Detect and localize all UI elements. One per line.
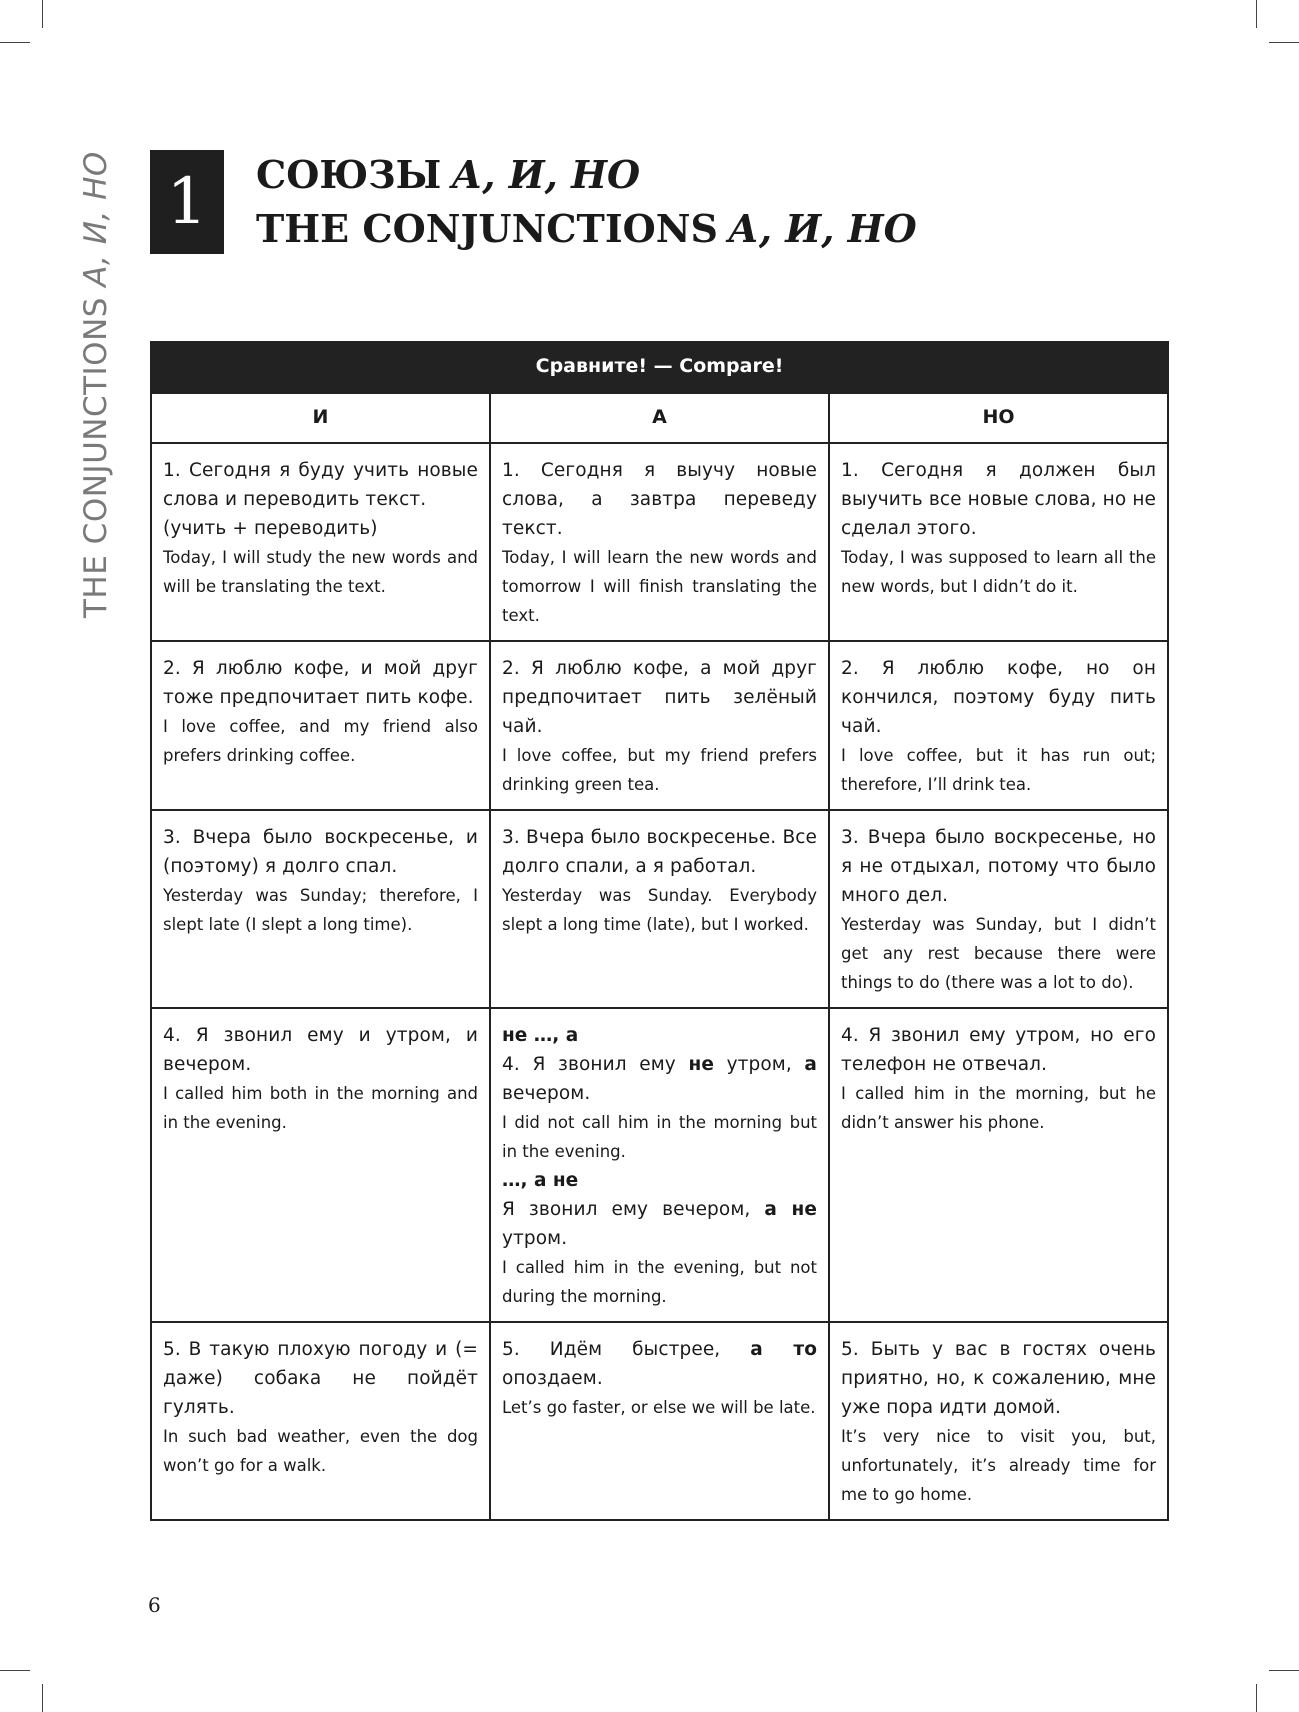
example-en: I called him both in the morning and in the evening. [163, 1084, 478, 1132]
example-en: I called him in the morning, but he didn’t answer his phone. [841, 1084, 1157, 1132]
heading-en-prefix: THE CONJUNCTIONS [256, 206, 718, 251]
chapter-number-box [150, 150, 224, 254]
example-en: I called him in the evening, but not during the morning. [502, 1258, 817, 1306]
crop-mark [1269, 42, 1299, 43]
example-ru: 1. Сегодня я буду учить новые слова и переводить текст. [163, 460, 478, 510]
example-ru: 3. Вчера было воскресенье. Все долго спали, а я работал. [502, 827, 817, 877]
example-ru-part: утром. [502, 1228, 568, 1249]
table-row [151, 1008, 1168, 1322]
running-title-text: THE CONJUNCTIONS [78, 286, 114, 618]
example-ru: 3. Вчера было воскресенье, но я не отдыхал, потому что было много дел. [841, 827, 1157, 906]
example-ru: 1. Сегодня я выучу новые слова, а завтра переведу текст. [502, 460, 817, 539]
running-title-letters: А, И, НО [78, 151, 114, 287]
cell-no [829, 641, 1168, 810]
cell-a [490, 443, 829, 641]
heading-ru-letters: А, И, НО [451, 152, 641, 197]
cell-no [829, 443, 1168, 641]
example-ru-part: утром, [713, 1054, 805, 1075]
cell-no [829, 1008, 1168, 1322]
cell-i [151, 1322, 490, 1520]
cell-no [829, 810, 1168, 1008]
table-row [151, 443, 1168, 641]
example-ru: 5. В такую плохую погоду и (= даже) собака не пойдёт гулять. [163, 1339, 478, 1418]
cell-i [151, 810, 490, 1008]
cell-i [151, 1008, 490, 1322]
example-ru-part: Я звонил ему вечером, [502, 1199, 765, 1220]
example-ru-emphasis: а [804, 1054, 818, 1075]
example-ru-part: 4. Я звонил ему [502, 1054, 689, 1075]
cell-i [151, 443, 490, 641]
example-ru: 3. Вчера было воскресенье, и (поэтому) я долго спал. [163, 827, 478, 877]
running-title [78, 151, 114, 618]
example-ru: 4. Я звонил ему и утром, и вечером. [163, 1025, 478, 1075]
cell-i [151, 641, 490, 810]
example-ru-emphasis: а не [764, 1199, 817, 1220]
heading-en [256, 206, 917, 251]
table-row [151, 641, 1168, 810]
example-ru: 4. Я звонил ему утром, но его телефон не отвечал. [841, 1025, 1157, 1075]
table-banner: Сравните! — Compare! [151, 342, 1168, 393]
example-ru-part: опоздаем. [502, 1368, 603, 1389]
example-en: Yesterday was Sunday. Everybody slept a long time (late), but I worked. [502, 886, 817, 934]
cell-a [490, 810, 829, 1008]
comparison-table [150, 341, 1169, 1521]
crop-mark [42, 1684, 43, 1712]
column-header-i: И [151, 393, 490, 443]
table-header-row [151, 393, 1168, 443]
example-en: Today, I will study the new words and will be translating the text. [163, 548, 478, 596]
example-ru: 2. Я люблю кофе, и мой друг тоже предпочитает пить кофе. [163, 658, 478, 708]
heading-ru [256, 152, 640, 197]
example-ru [502, 1050, 817, 1108]
cell-a [490, 641, 829, 810]
example-en: In such bad weather, even the dog won’t go for a walk. [163, 1427, 478, 1475]
heading-en-letters: А, И, НО [727, 206, 917, 251]
example-ru [502, 1195, 817, 1253]
example-en: I love coffee, and my friend also prefers drinking coffee. [163, 717, 478, 765]
example-en: Yesterday was Sunday, but I didn’t get any rest because there were things to do (there was a lot to do). [841, 915, 1157, 992]
example-ru [502, 1335, 817, 1393]
example-en: I love coffee, but it has run out; therefore, I’ll drink tea. [841, 746, 1157, 794]
crop-mark [1256, 1684, 1257, 1712]
example-en: It’s very nice to visit you, but, unfortunately, it’s already time for me to go home. [841, 1427, 1157, 1504]
example-ru: 2. Я люблю кофе, а мой друг предпочитает пить зелёный чай. [502, 658, 817, 737]
crop-mark [0, 42, 30, 43]
chapter-number: 1 [166, 165, 208, 239]
example-ru-emphasis: а то [750, 1339, 818, 1360]
page-number: 6 [148, 1593, 161, 1617]
cell-a [490, 1008, 829, 1322]
example-en: Let’s go faster, or else we will be late. [502, 1398, 816, 1417]
example-ru: 2. Я люблю кофе, но он кончился, поэтому буду пить чай. [841, 658, 1157, 737]
table-banner-row [151, 342, 1168, 393]
example-ru-note: (учить + переводить) [163, 518, 378, 539]
example-en: Yesterday was Sunday; therefore, I slept late (I slept a long time). [163, 886, 478, 934]
example-ru-emphasis: не [688, 1054, 714, 1075]
example-en: I love coffee, but my friend prefers drinking green tea. [502, 746, 817, 794]
crop-mark [0, 1670, 30, 1671]
example-en: Today, I will learn the new words and tomorrow I will finish translating the text. [502, 548, 817, 625]
table-row [151, 1322, 1168, 1520]
heading-ru-prefix: СОЮЗЫ [256, 152, 442, 197]
column-header-a: А [490, 393, 829, 443]
crop-mark [1256, 0, 1257, 28]
pattern-label: …, а не [502, 1170, 579, 1191]
example-en: I did not call him in the morning but in the evening. [502, 1113, 817, 1161]
example-ru: 1. Сегодня я должен был выучить все новые слова, но не сделал этого. [841, 460, 1157, 539]
example-ru-part: 5. Идём быстрее, [502, 1339, 751, 1360]
example-en: Today, I was supposed to learn all the new words, but I didn’t do it. [841, 548, 1157, 596]
cell-no [829, 1322, 1168, 1520]
crop-mark [42, 0, 43, 28]
cell-a [490, 1322, 829, 1520]
pattern-label: не …, а [502, 1025, 579, 1046]
example-ru-part: вечером. [502, 1083, 591, 1104]
crop-mark [1269, 1670, 1299, 1671]
table-row [151, 810, 1168, 1008]
column-header-no: НО [829, 393, 1168, 443]
example-ru: 5. Быть у вас в гостях очень приятно, но, к сожалению, мне уже пора идти домой. [841, 1339, 1157, 1418]
